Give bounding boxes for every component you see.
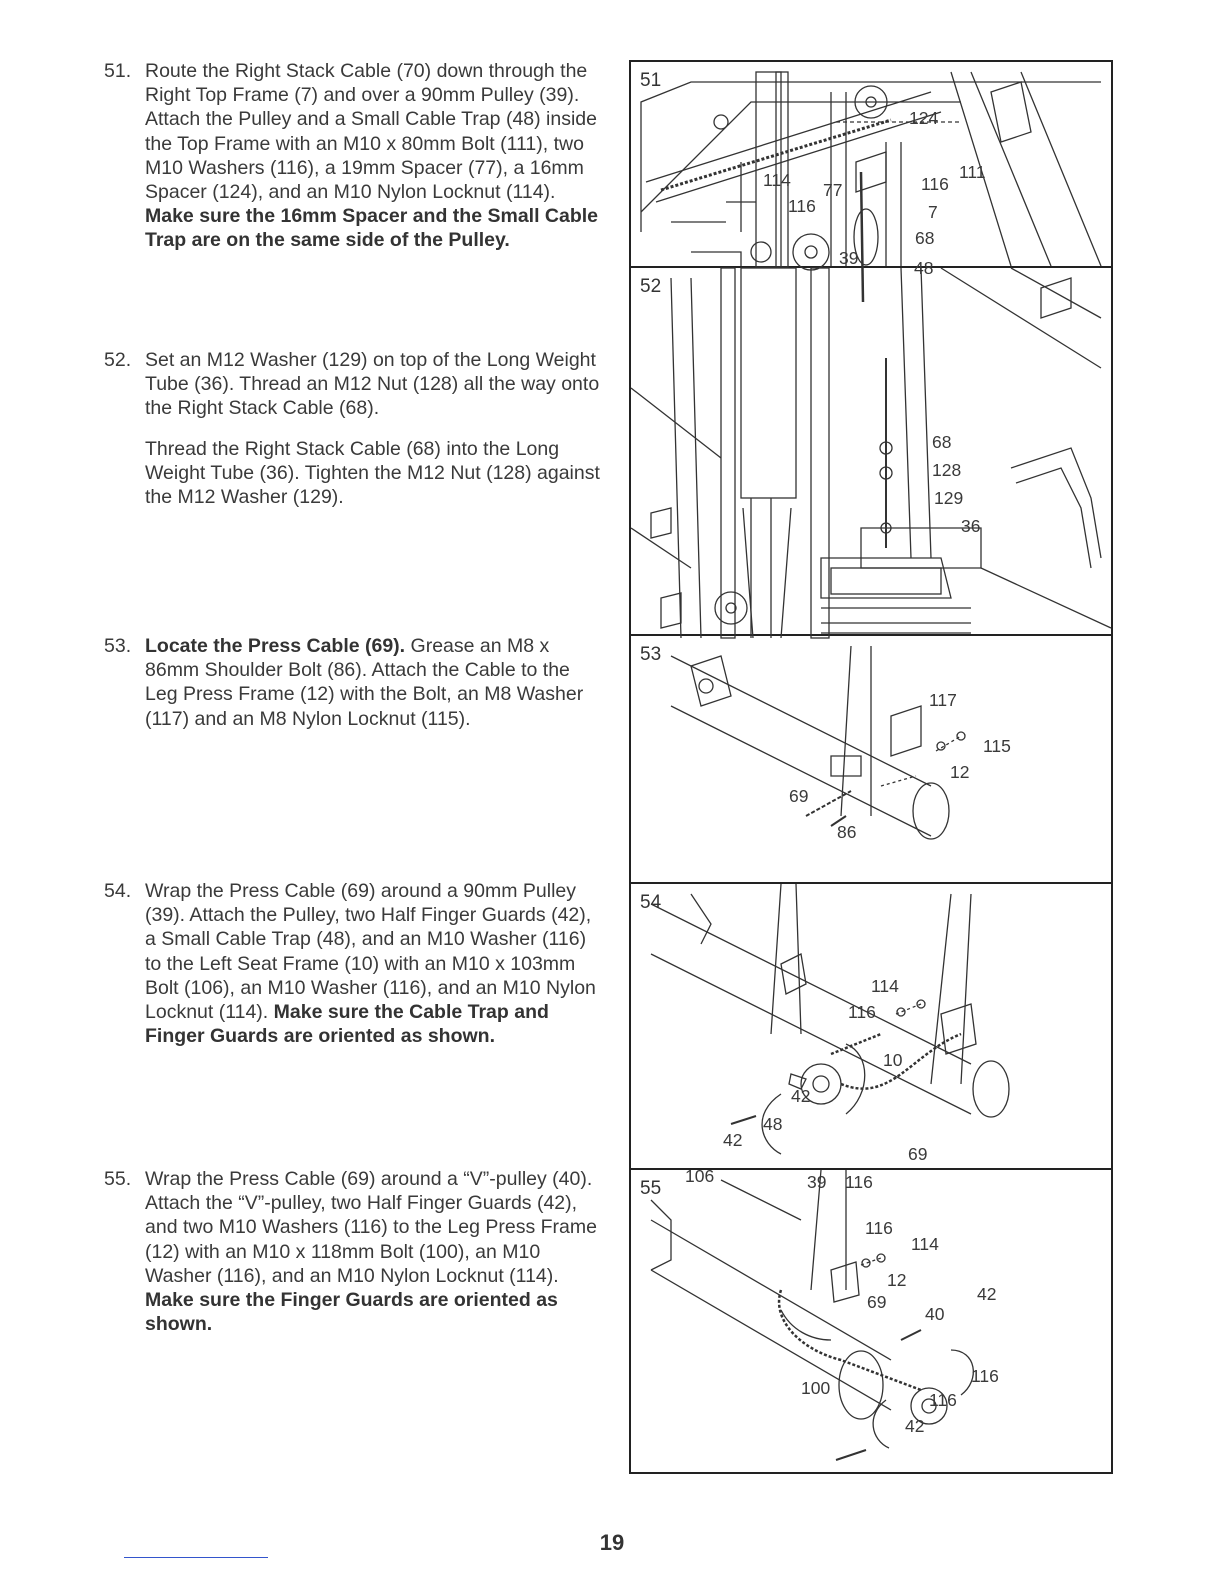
callout: 12 (950, 762, 970, 782)
figure-52 (631, 268, 1111, 636)
callout: 69 (867, 1292, 887, 1312)
step-warning: Make sure the Finger Guards are oriented as shown. (145, 1289, 558, 1336)
callout: 42 (905, 1416, 925, 1436)
step-lead: Locate the Press Cable (69). (145, 635, 406, 657)
figure-number: 53 (640, 644, 662, 665)
callout: 116 (845, 1172, 873, 1192)
callout: 128 (932, 460, 962, 480)
step-55 (104, 1167, 604, 1352)
callout: 114 (871, 976, 899, 996)
figure-column (629, 60, 1113, 1474)
callout: 42 (791, 1086, 811, 1106)
callout: 116 (971, 1366, 999, 1386)
figure-53 (631, 636, 1111, 884)
callout: 10 (883, 1050, 903, 1070)
figure-51-drawing (631, 62, 1111, 266)
step-number: 54. (104, 880, 132, 902)
figure-54-drawing (631, 884, 1111, 1168)
callout: 7 (928, 202, 938, 222)
callout: 100 (801, 1378, 831, 1398)
figure-51 (631, 62, 1111, 278)
step-number: 52. (104, 349, 132, 371)
callout: 36 (961, 516, 981, 536)
callout: 116 (921, 174, 949, 194)
step-warning: Make sure the Cable Trap and Finger Guards are oriented as shown. (145, 1001, 549, 1048)
callout: 114 (911, 1234, 939, 1254)
callout: 39 (807, 1172, 827, 1192)
step-paragraph: Set an M12 Washer (129) on top of the Long Weight Tube (36). Thread an M12 Nut (128) all the way onto the Right Stack Cable (68). (145, 349, 600, 420)
callout: 117 (929, 690, 957, 710)
step-paragraph: Thread the Right Stack Cable (68) into the Long Weight Tube (36). Tighten the M12 Nut (128) against the M12 Washer (129). (145, 437, 600, 509)
callout: 77 (823, 180, 843, 200)
callout: 42 (723, 1130, 743, 1150)
callout: 114 (763, 170, 791, 190)
callout: 124 (909, 108, 939, 128)
page-number: 19 (599, 1530, 625, 1555)
step-51 (104, 59, 604, 269)
callout: 115 (983, 736, 1011, 756)
figure-55 (631, 1170, 1111, 1472)
step-52 (104, 348, 604, 525)
step-paragraph: Locate the Press Cable (69). Grease an M8 x 86mm Shoulder Bolt (86). Attach the Cable to the Leg Press Frame (12) with the Bolt, an M8 Washer (117) and an M8 Nylon Locknut (115). (145, 635, 584, 730)
callout: 68 (915, 228, 935, 248)
callout: 116 (848, 1002, 876, 1022)
step-paragraph: Wrap the Press Cable (69) around a “V”-pulley (40). Attach the “V”-pulley, two Half Finger Guards (42), and two M10 Washers (116) to the Leg Press Frame (12) with an M10 x 118mm Bolt (100), an M10 Washer (116), and an M10 Nylon Locknut (114). Make sure the Finger Guards are oriented as shown. (145, 1168, 597, 1336)
callout: 39 (839, 248, 859, 268)
callout: 106 (685, 1166, 715, 1186)
callout: 111 (959, 162, 986, 182)
callout: 69 (908, 1144, 928, 1164)
callout: 12 (887, 1270, 907, 1290)
callout: 129 (934, 488, 964, 508)
step-paragraph: Route the Right Stack Cable (70) down through the Right Top Frame (7) and over a 90mm Pulley (39). Attach the Pulley and a Small Cable Trap (48) inside the Top Frame with an M10 x 80mm Bolt (111), two M10 Washers (116), a 19mm Spacer (77), a 16mm Spacer (124), and an M10 Nylon Locknut (114). Make sure the 16mm Spacer and the Small Cable Trap are on the same side of the Pulley. (145, 60, 599, 252)
step-54 (104, 879, 604, 1064)
step-53 (104, 634, 604, 747)
callout: 116 (865, 1218, 893, 1238)
figure-52-drawing (631, 268, 1111, 634)
callout: 48 (914, 258, 934, 278)
step-number: 55. (104, 1168, 132, 1190)
step-warning: Make sure the 16mm Spacer and the Small Cable Trap are on the same side of the Pulley. (145, 205, 599, 252)
callout: 68 (932, 432, 952, 452)
callout: 42 (977, 1284, 997, 1304)
step-paragraph: Wrap the Press Cable (69) around a 90mm Pulley (39). Attach the Pulley, two Half Finger Guards (42), a Small Cable Trap (48), and an M10 Washer (116) to the Left Seat Frame (10) with an M10 x 103mm Bolt (106), an M10 Washer (116), and an M10 Nylon Locknut (114). Make sure the Cable Trap and Finger Guards are oriented as shown. (145, 880, 596, 1048)
callout: 40 (925, 1304, 945, 1324)
decorative-rule (124, 1557, 268, 1558)
step-number: 51. (104, 60, 132, 82)
callout: 48 (763, 1114, 783, 1134)
callout: 86 (837, 822, 857, 842)
figure-number: 55 (640, 1178, 662, 1199)
figure-number: 51 (640, 70, 662, 91)
figure-number: 52 (640, 276, 662, 297)
figure-55-drawing (631, 1170, 1111, 1470)
figure-53-drawing (631, 636, 1111, 882)
callout: 69 (789, 786, 809, 806)
step-number: 53. (104, 635, 132, 657)
callout: 116 (788, 196, 816, 216)
callout: 116 (929, 1390, 957, 1410)
figure-number: 54 (640, 892, 662, 913)
